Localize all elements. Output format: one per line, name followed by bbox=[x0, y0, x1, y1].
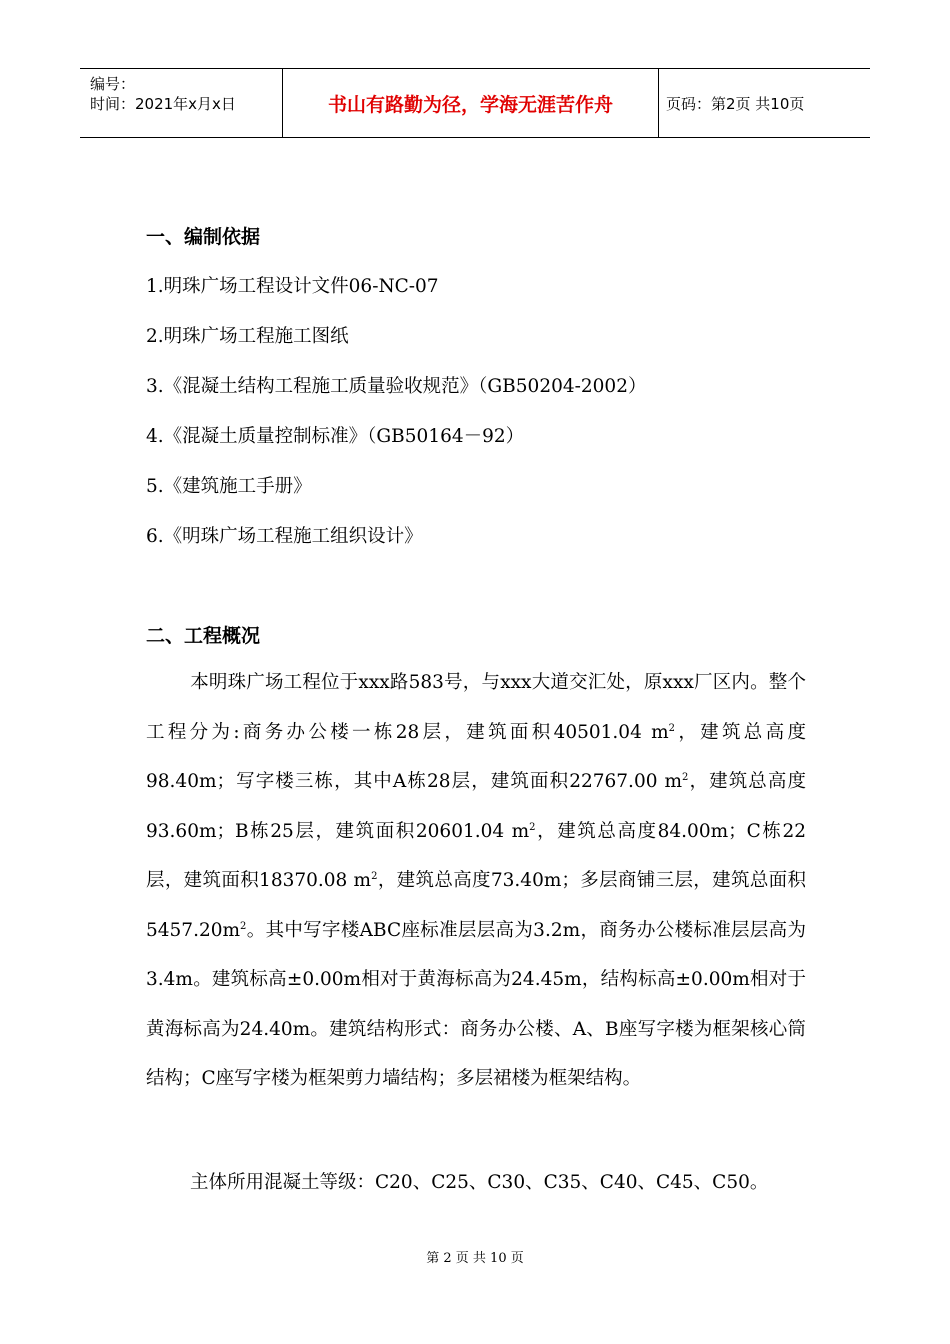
overview-text-5: ，建筑总高度73.40m；多层商铺三层，建筑总面积5457.20m bbox=[146, 870, 806, 941]
superscript: 2 bbox=[240, 920, 247, 932]
overview-text-2: ，建筑总高度98.40m；写字楼三栋，其中A栋28层，建筑面积22767.00 m bbox=[146, 721, 806, 792]
header-meta bbox=[80, 69, 283, 137]
project-overview-paragraph bbox=[146, 658, 806, 1104]
section-1-title: 一、编制依据 bbox=[146, 226, 261, 248]
overview-text-1: 本明珠广场工程位于xxx路583号，与xxx大道交汇处，原xxx厂区内。整个工程分为:商务办公楼一栋28层，建筑面积40501.04 m bbox=[146, 672, 806, 743]
overview-text-3: ，建筑总高度93.60m；B栋25层，建筑面积20601.04 m bbox=[146, 771, 806, 842]
reference-item-3: 3.《混凝土结构工程施工质量验收规范》（GB50204-2002） bbox=[146, 376, 647, 397]
superscript: 2 bbox=[529, 821, 536, 833]
reference-item-1: 1.明珠广场工程设计文件06-NC-07 bbox=[146, 276, 439, 297]
superscript: 2 bbox=[371, 870, 378, 882]
concrete-grade-paragraph: 主体所用混凝土等级：C20、C25、C30、C35、C40、C45、C50。 bbox=[190, 1172, 769, 1193]
superscript: 2 bbox=[682, 771, 689, 783]
section-2-title: 二、工程概况 bbox=[146, 625, 261, 647]
reference-item-5: 5.《建筑施工手册》 bbox=[146, 476, 312, 497]
header-motto: 书山有路勤为径，学海无涯苦作舟 bbox=[283, 69, 659, 137]
reference-item-4: 4.《混凝土质量控制标准》（GB50164－92） bbox=[146, 426, 525, 447]
page-header bbox=[80, 68, 870, 138]
header-page-info: 页码：第2页 共10页 bbox=[666, 94, 805, 113]
overview-text-6: 。其中写字楼ABC座标准层层高为3.2m，商务办公楼标准层层高为3.4m。建筑标高±0.00m相对于黄海标高为24.45m，结构标高±0.00m相对于黄海标高为24.40m。建筑结构形式：商务办公楼、A、B座写字楼为框架核心筒结构；C座写字楼为框架剪力墙结构；多层裙楼为框架结构。 bbox=[146, 919, 806, 1089]
reference-item-2: 2.明珠广场工程施工图纸 bbox=[146, 326, 349, 347]
number-label: 编号： bbox=[90, 75, 136, 93]
page-footer: 第 2 页 共 10 页 bbox=[426, 1251, 524, 1266]
reference-item-6: 6.《明珠广场工程施工组织设计》 bbox=[146, 526, 423, 547]
time-label: 时间：2021年x月x日 bbox=[90, 95, 236, 113]
superscript: 2 bbox=[668, 722, 675, 734]
overview-text-4: ，建筑总高度84.00m；C栋22层，建筑面积18370.08 m bbox=[146, 820, 806, 891]
